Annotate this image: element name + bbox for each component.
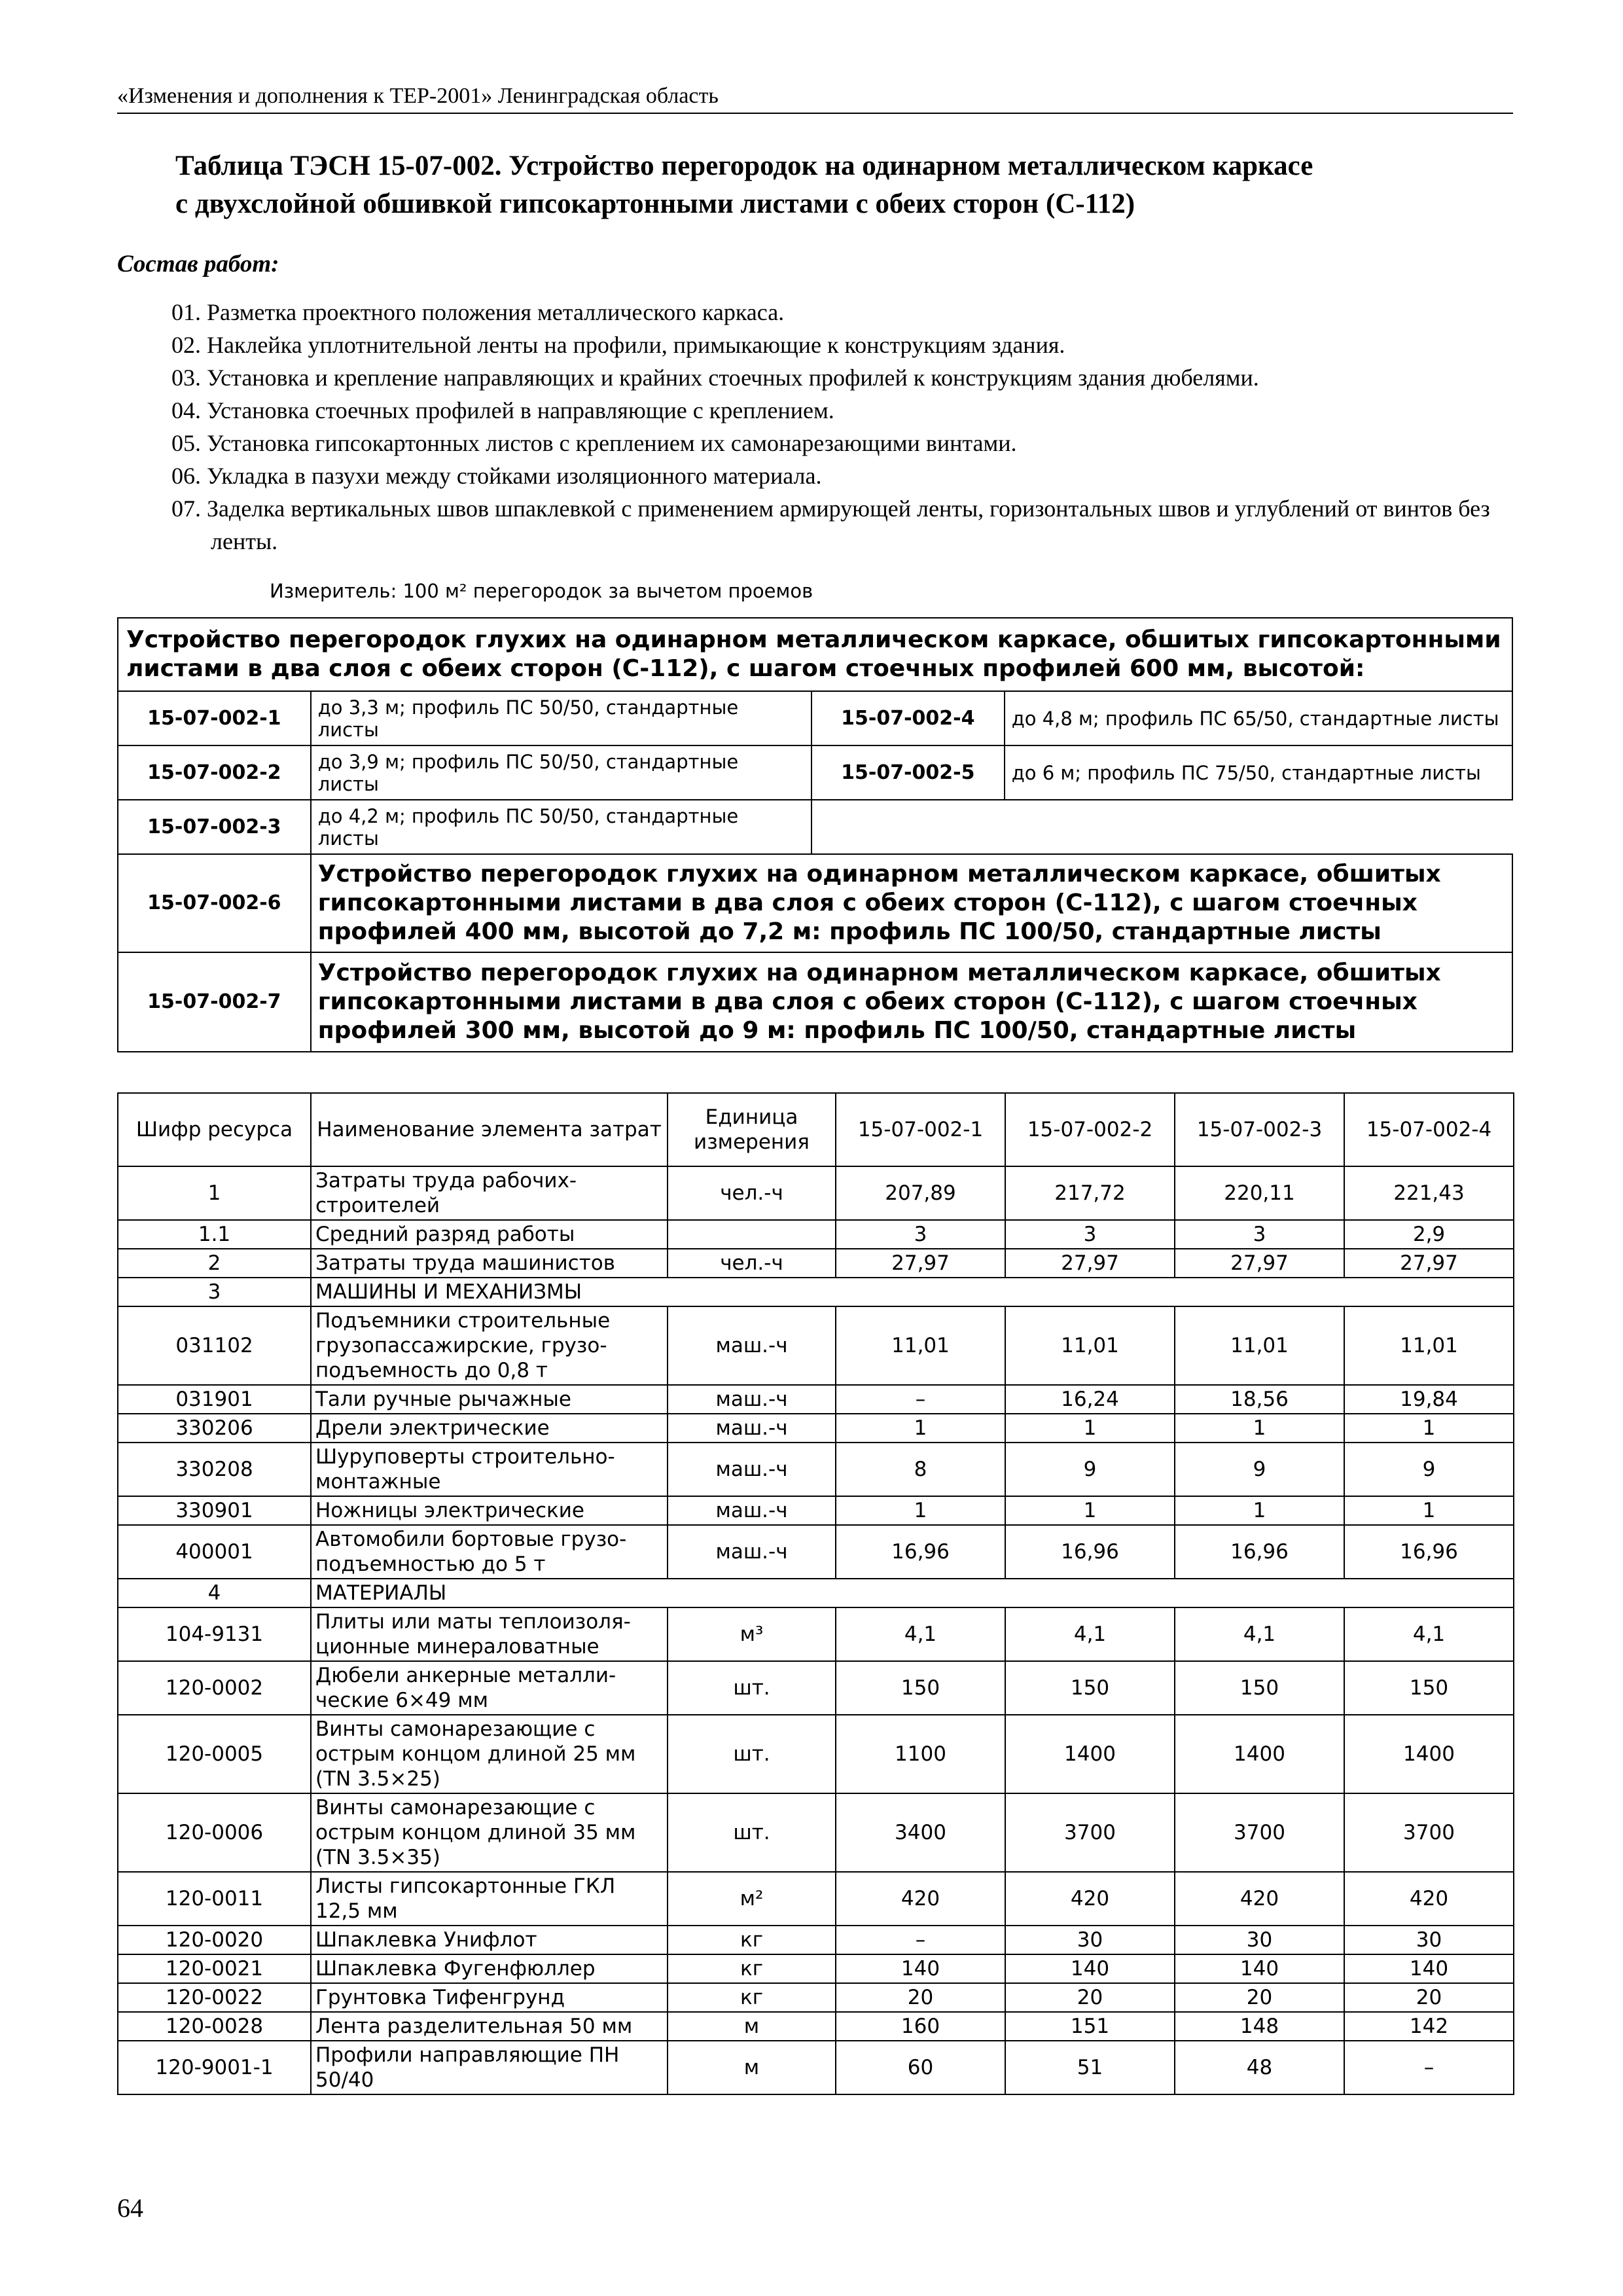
value: 1 bbox=[1005, 1414, 1175, 1443]
value: 16,96 bbox=[836, 1525, 1005, 1579]
value: 150 bbox=[1344, 1661, 1514, 1715]
table-row bbox=[118, 1306, 1514, 1385]
work-step: 06. Укладка в пазухи между стойками изоляционного материала. bbox=[171, 463, 822, 489]
value: 1400 bbox=[1005, 1715, 1175, 1793]
value: 3 bbox=[1005, 1220, 1175, 1249]
resource-name: Подъемники строительные грузопассажирские, грузо-подъемность до 0,8 т bbox=[311, 1306, 668, 1385]
value: 16,96 bbox=[1175, 1525, 1344, 1579]
table-row bbox=[118, 1443, 1514, 1496]
value: 1 bbox=[836, 1496, 1005, 1525]
value: 9 bbox=[1005, 1443, 1175, 1496]
resource-code: 2 bbox=[118, 1249, 311, 1278]
unit: маш.-ч bbox=[668, 1496, 836, 1525]
norm-code: 15-07-002-2 bbox=[118, 745, 311, 800]
resource-code: 104-9131 bbox=[118, 1607, 311, 1661]
meter-label: Измеритель: 100 м² перегородок за вычетом проемов bbox=[270, 580, 813, 602]
value: 11,01 bbox=[1175, 1306, 1344, 1385]
composition-label: Состав работ: bbox=[117, 251, 279, 278]
value: 150 bbox=[836, 1661, 1005, 1715]
unit bbox=[668, 1220, 836, 1249]
value: 3400 bbox=[836, 1793, 1005, 1872]
resource-name: Шпаклевка Фугенфюллер bbox=[311, 1954, 668, 1983]
table-row bbox=[118, 1926, 1514, 1954]
table-row bbox=[118, 1872, 1514, 1926]
work-step: 01. Разметка проектного положения металлического каркаса. bbox=[171, 299, 785, 325]
value: 51 bbox=[1005, 2041, 1175, 2094]
page-title bbox=[175, 147, 1517, 223]
value: 220,11 bbox=[1175, 1166, 1344, 1220]
value: 48 bbox=[1175, 2041, 1344, 2094]
value: 160 bbox=[836, 2012, 1005, 2041]
unit: м bbox=[668, 2041, 836, 2094]
norms-table bbox=[117, 617, 1513, 1052]
column-header: 15-07-002-1 bbox=[836, 1093, 1005, 1166]
value: 3700 bbox=[1175, 1793, 1344, 1872]
table-row bbox=[118, 1220, 1514, 1249]
resource-code: 400001 bbox=[118, 1525, 311, 1579]
value: 9 bbox=[1175, 1443, 1344, 1496]
value: 16,96 bbox=[1344, 1525, 1514, 1579]
table-row bbox=[118, 1414, 1514, 1443]
value: 140 bbox=[836, 1954, 1005, 1983]
table-row bbox=[118, 1278, 1514, 1306]
value: 1400 bbox=[1344, 1715, 1514, 1793]
value: 11,01 bbox=[1344, 1306, 1514, 1385]
work-step: 02. Наклейка уплотнительной ленты на профили, примыкающие к конструкциям здания. bbox=[171, 332, 1065, 358]
resource-code: 120-0020 bbox=[118, 1926, 311, 1954]
value: 150 bbox=[1005, 1661, 1175, 1715]
table-row bbox=[118, 2041, 1514, 2094]
table-row bbox=[118, 1496, 1514, 1525]
table-row bbox=[118, 1607, 1514, 1661]
table-row bbox=[118, 1983, 1514, 2012]
resource-name: Листы гипсокартонные ГКЛ 12,5 мм bbox=[311, 1872, 668, 1926]
value: 4,1 bbox=[836, 1607, 1005, 1661]
value: 1 bbox=[1344, 1414, 1514, 1443]
resource-code: 120-0006 bbox=[118, 1793, 311, 1872]
table-row bbox=[118, 1525, 1514, 1579]
norm-code: 15-07-002-3 bbox=[118, 800, 311, 854]
value: 11,01 bbox=[1005, 1306, 1175, 1385]
value: 11,01 bbox=[836, 1306, 1005, 1385]
resource-name: Ножницы электрические bbox=[311, 1496, 668, 1525]
value: 27,97 bbox=[1344, 1249, 1514, 1278]
norm-code: 15-07-002-4 bbox=[812, 691, 1005, 745]
value: 20 bbox=[1175, 1983, 1344, 2012]
value: 151 bbox=[1005, 2012, 1175, 2041]
resource-name: Грунтовка Тифенгрунд bbox=[311, 1983, 668, 2012]
work-step: 05. Установка гипсокартонных листов с креплением их самонарезающими винтами. bbox=[171, 430, 1017, 456]
work-step: 03. Установка и крепление направляющих и крайних стоечных профилей к конструкциям здания дюбелями. bbox=[171, 365, 1259, 391]
unit: м bbox=[668, 2012, 836, 2041]
norm-code: 15-07-002-6 bbox=[118, 854, 311, 952]
unit: кг bbox=[668, 1954, 836, 1983]
value: 20 bbox=[1344, 1983, 1514, 2012]
value: 140 bbox=[1005, 1954, 1175, 1983]
value: 1 bbox=[1175, 1414, 1344, 1443]
value: 1100 bbox=[836, 1715, 1005, 1793]
norm-code: 15-07-002-5 bbox=[812, 745, 1005, 800]
resource-name: Затраты труда машинистов bbox=[311, 1249, 668, 1278]
unit: шт. bbox=[668, 1715, 836, 1793]
value: 8 bbox=[836, 1443, 1005, 1496]
section-title: МАТЕРИАЛЫ bbox=[311, 1579, 1514, 1607]
resource-name: Дрели электрические bbox=[311, 1414, 668, 1443]
resource-name: Винты самонарезающие с острым концом длиной 25 мм (TN 3.5×25) bbox=[311, 1715, 668, 1793]
resource-code: 120-0022 bbox=[118, 1983, 311, 2012]
table-row bbox=[118, 1954, 1514, 1983]
unit: маш.-ч bbox=[668, 1385, 836, 1414]
resource-code: 031901 bbox=[118, 1385, 311, 1414]
resource-code: 330208 bbox=[118, 1443, 311, 1496]
resource-code: 031102 bbox=[118, 1306, 311, 1385]
value: 18,56 bbox=[1175, 1385, 1344, 1414]
value: 20 bbox=[1005, 1983, 1175, 2012]
value: 30 bbox=[1005, 1926, 1175, 1954]
work-step: 07. Заделка вертикальных швов шпаклевкой с применением армирующей ленты, горизонтальных швов и углублений от винтов без ленты. bbox=[171, 495, 1490, 554]
unit: чел.-ч bbox=[668, 1249, 836, 1278]
table-row bbox=[118, 1385, 1514, 1414]
unit: маш.-ч bbox=[668, 1414, 836, 1443]
resource-code: 120-0011 bbox=[118, 1872, 311, 1926]
unit: шт. bbox=[668, 1793, 836, 1872]
value: 217,72 bbox=[1005, 1166, 1175, 1220]
table-row bbox=[118, 1715, 1514, 1793]
value: 207,89 bbox=[836, 1166, 1005, 1220]
work-step: 04. Установка стоечных профилей в направляющие с креплением. bbox=[171, 397, 834, 423]
value: 3700 bbox=[1005, 1793, 1175, 1872]
empty-cell bbox=[812, 800, 1512, 854]
value: 420 bbox=[1344, 1872, 1514, 1926]
resource-name: Тали ручные рычажные bbox=[311, 1385, 668, 1414]
resource-name: Шуруповерты строительно-монтажные bbox=[311, 1443, 668, 1496]
table-row bbox=[118, 1661, 1514, 1715]
resource-code: 120-0002 bbox=[118, 1661, 311, 1715]
table-row bbox=[118, 1793, 1514, 1872]
value: 3 bbox=[836, 1220, 1005, 1249]
norm-description: до 4,2 м; профиль ПС 50/50, стандартные листы bbox=[311, 800, 812, 854]
unit: кг bbox=[668, 1983, 836, 2012]
value: 420 bbox=[836, 1872, 1005, 1926]
running-header: «Изменения и дополнения к ТЕР-2001» Ленинградская область bbox=[117, 84, 1513, 114]
value: 148 bbox=[1175, 2012, 1344, 2041]
unit: кг bbox=[668, 1926, 836, 1954]
value: 19,84 bbox=[1344, 1385, 1514, 1414]
unit: маш.-ч bbox=[668, 1306, 836, 1385]
unit: маш.-ч bbox=[668, 1525, 836, 1579]
value: 142 bbox=[1344, 2012, 1514, 2041]
unit: маш.-ч bbox=[668, 1443, 836, 1496]
norm-description: Устройство перегородок глухих на одинарном металлическом каркасе, обшитых гипсокартонными листами в два слоя с обеих сторон (С-112), с шагом стоечных профилей 400 мм, высотой до 7,2 м: профиль ПС 100/50, стандартные листы bbox=[311, 854, 1512, 952]
value: 30 bbox=[1344, 1926, 1514, 1954]
value: 1 bbox=[1344, 1496, 1514, 1525]
resource-name: Винты самонарезающие с острым концом длиной 35 мм (TN 3.5×35) bbox=[311, 1793, 668, 1872]
value: 4,1 bbox=[1005, 1607, 1175, 1661]
value: 2,9 bbox=[1344, 1220, 1514, 1249]
value: 3 bbox=[1175, 1220, 1344, 1249]
value: 27,97 bbox=[1005, 1249, 1175, 1278]
value: 3700 bbox=[1344, 1793, 1514, 1872]
resource-name: Автомобили бортовые грузо-подъемностью до 5 т bbox=[311, 1525, 668, 1579]
resource-code: 120-0005 bbox=[118, 1715, 311, 1793]
resource-name: Средний разряд работы bbox=[311, 1220, 668, 1249]
column-header: 15-07-002-2 bbox=[1005, 1093, 1175, 1166]
norm-code: 15-07-002-1 bbox=[118, 691, 311, 745]
unit: м³ bbox=[668, 1607, 836, 1661]
value: 9 bbox=[1344, 1443, 1514, 1496]
resource-code: 120-0028 bbox=[118, 2012, 311, 2041]
resource-code: 120-9001-1 bbox=[118, 2041, 311, 2094]
resource-name: Затраты труда рабочих-строителей bbox=[311, 1166, 668, 1220]
value: 27,97 bbox=[1175, 1249, 1344, 1278]
value: – bbox=[1344, 2041, 1514, 2094]
value: 4,1 bbox=[1175, 1607, 1344, 1661]
work-steps-list bbox=[171, 296, 1516, 558]
page-number: 64 bbox=[117, 2193, 143, 2223]
value: 420 bbox=[1005, 1872, 1175, 1926]
value: 16,96 bbox=[1005, 1525, 1175, 1579]
unit: шт. bbox=[668, 1661, 836, 1715]
resource-code: 330206 bbox=[118, 1414, 311, 1443]
column-header: Шифр ресурса bbox=[118, 1093, 311, 1166]
table-row bbox=[118, 1166, 1514, 1220]
value: 4,1 bbox=[1344, 1607, 1514, 1661]
resources-table bbox=[117, 1092, 1514, 2095]
column-header: 15-07-002-4 bbox=[1344, 1093, 1514, 1166]
value: 30 bbox=[1175, 1926, 1344, 1954]
table-row bbox=[118, 1249, 1514, 1278]
resource-name: Плиты или маты теплоизоля-ционные минераловатные bbox=[311, 1607, 668, 1661]
column-header: Единица измерения bbox=[668, 1093, 836, 1166]
resource-code: 330901 bbox=[118, 1496, 311, 1525]
table-row bbox=[118, 1579, 1514, 1607]
section-title: МАШИНЫ И МЕХАНИЗМЫ bbox=[311, 1278, 1514, 1306]
resource-code: 3 bbox=[118, 1278, 311, 1306]
value: 1 bbox=[836, 1414, 1005, 1443]
title-line: Таблица ТЭСН 15-07-002. Устройство перегородок на одинарном металлическом каркасе bbox=[175, 151, 1313, 181]
column-header: 15-07-002-3 bbox=[1175, 1093, 1344, 1166]
resource-name: Профили направляющие ПН 50/40 bbox=[311, 2041, 668, 2094]
value: 20 bbox=[836, 1983, 1005, 2012]
column-header: Наименование элемента затрат bbox=[311, 1093, 668, 1166]
resource-name: Лента разделительная 50 мм bbox=[311, 2012, 668, 2041]
unit: чел.-ч bbox=[668, 1166, 836, 1220]
value: – bbox=[836, 1926, 1005, 1954]
value: 221,43 bbox=[1344, 1166, 1514, 1220]
value: 27,97 bbox=[836, 1249, 1005, 1278]
value: – bbox=[836, 1385, 1005, 1414]
norm-description: Устройство перегородок глухих на одинарном металлическом каркасе, обшитых гипсокартонными листами в два слоя с обеих сторон (С-112), с шагом стоечных профилей 300 мм, высотой до 9 м: профиль ПС 100/50, стандартные листы bbox=[311, 952, 1512, 1052]
value: 1 bbox=[1175, 1496, 1344, 1525]
resource-code: 1 bbox=[118, 1166, 311, 1220]
value: 140 bbox=[1344, 1954, 1514, 1983]
value: 1 bbox=[1005, 1496, 1175, 1525]
value: 420 bbox=[1175, 1872, 1344, 1926]
norms-heading: Устройство перегородок глухих на одинарном металлическом каркасе, обшитых гипсокартонными листами в два слоя с обеих сторон (С-112), с шагом стоечных профилей 600 мм, высотой: bbox=[118, 618, 1512, 691]
value: 150 bbox=[1175, 1661, 1344, 1715]
value: 16,24 bbox=[1005, 1385, 1175, 1414]
norm-code: 15-07-002-7 bbox=[118, 952, 311, 1052]
resource-code: 4 bbox=[118, 1579, 311, 1607]
resource-name: Дюбели анкерные металли-ческие 6×49 мм bbox=[311, 1661, 668, 1715]
resource-name: Шпаклевка Унифлот bbox=[311, 1926, 668, 1954]
norm-description: до 3,9 м; профиль ПС 50/50, стандартные листы bbox=[311, 745, 812, 800]
value: 1400 bbox=[1175, 1715, 1344, 1793]
norm-description: до 6 м; профиль ПС 75/50, стандартные листы bbox=[1005, 745, 1512, 800]
table-row bbox=[118, 2012, 1514, 2041]
value: 60 bbox=[836, 2041, 1005, 2094]
value: 140 bbox=[1175, 1954, 1344, 1983]
resource-code: 1.1 bbox=[118, 1220, 311, 1249]
title-line: с двухслойной обшивкой гипсокартонными листами с обеих сторон (С-112) bbox=[175, 188, 1135, 219]
norm-description: до 4,8 м; профиль ПС 65/50, стандартные листы bbox=[1005, 691, 1512, 745]
unit: м² bbox=[668, 1872, 836, 1926]
norm-description: до 3,3 м; профиль ПС 50/50, стандартные листы bbox=[311, 691, 812, 745]
resource-code: 120-0021 bbox=[118, 1954, 311, 1983]
